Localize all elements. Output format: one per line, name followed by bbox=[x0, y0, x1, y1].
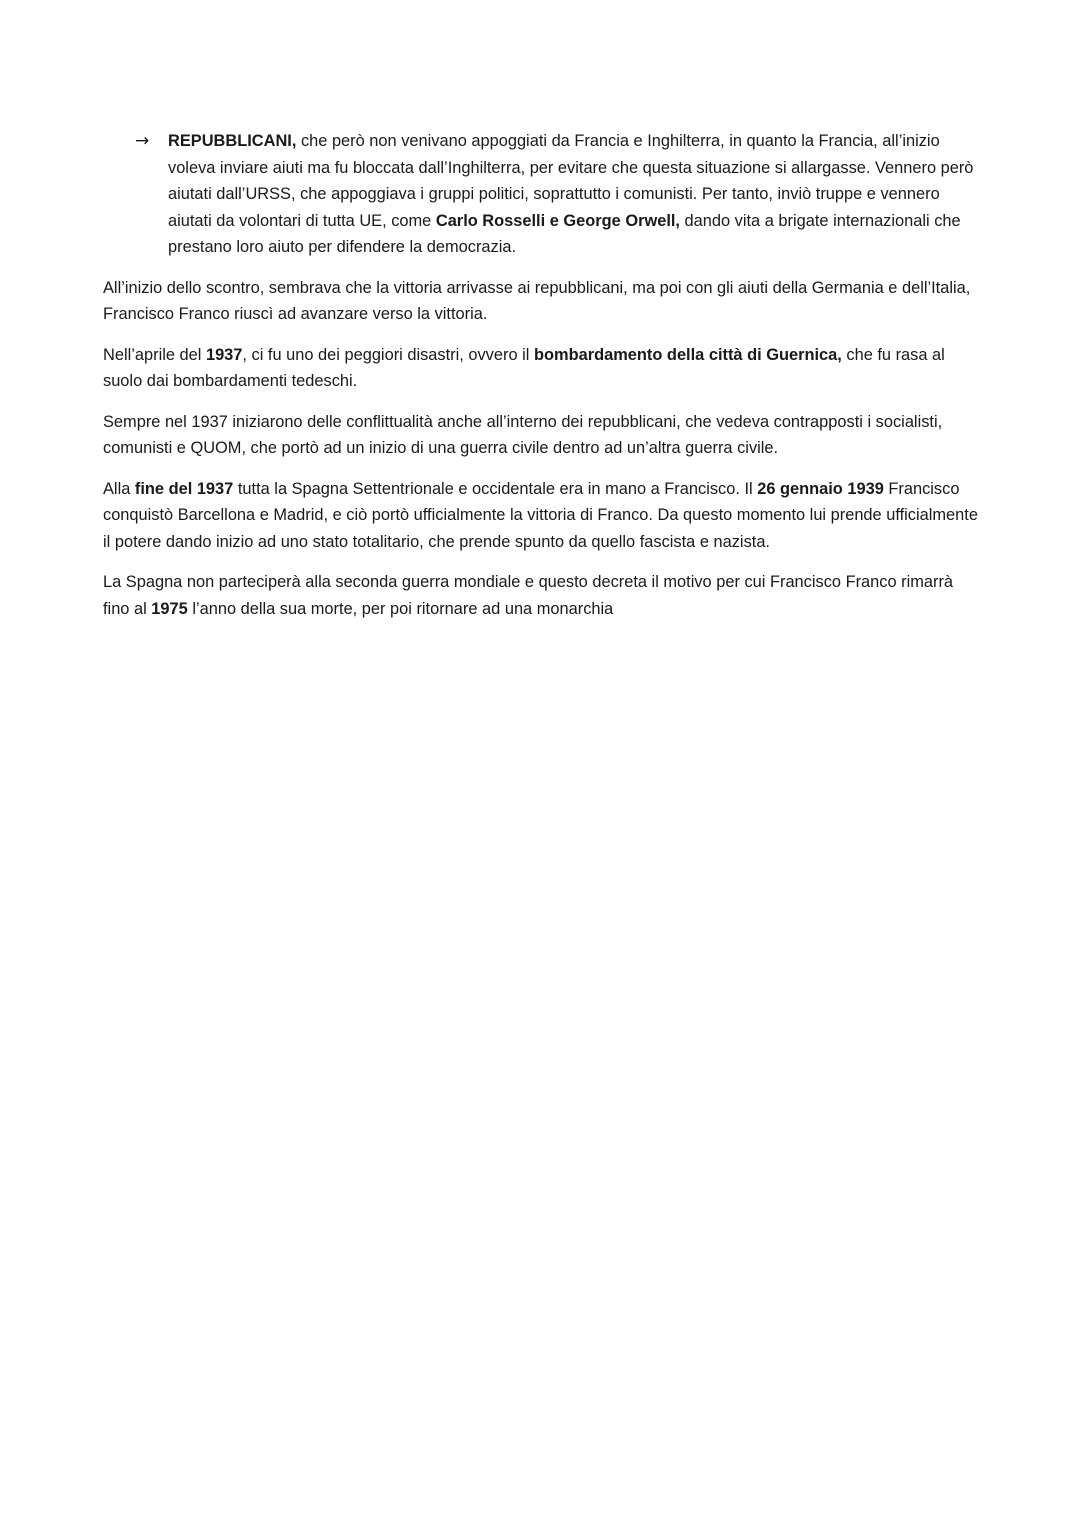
text-run: , ci fu uno dei peggiori disastri, ovvero il bbox=[242, 345, 534, 364]
bold-text: fine del 1937 bbox=[134, 479, 234, 498]
bold-text: Carlo Rosselli e George Orwell, bbox=[435, 211, 680, 230]
text-run: Francisco conquistò Barcellona e Madrid, e ciò portò ufficialmente la vittoria di Franco. Da questo momento lui prende ufficialmente il potere dando inizio ad uno stato totalitario, che prende spunto da quello fascista e nazista. bbox=[103, 479, 978, 551]
bold-text: REPUBBLICANI, bbox=[168, 132, 297, 150]
text-run: Alla bbox=[103, 479, 135, 498]
bold-text: bombardamento della città di Guernica, bbox=[533, 345, 842, 364]
paragraph bbox=[103, 569, 983, 622]
paragraph bbox=[103, 476, 983, 556]
text-run: Sempre nel 1937 iniziarono delle conflittualità anche all’interno dei repubblicani, che vedeva contrapposti i socialisti, comunisti e QUOM, che portò ad un inizio di una guerra civile dentro ad un’altra guerra civile. bbox=[103, 412, 943, 457]
paragraph bbox=[103, 275, 983, 328]
text-run: dando vita a brigate internazionali che prestano loro aiuto per difendere la democrazia. bbox=[168, 211, 961, 256]
bold-text: 1937 bbox=[205, 345, 243, 364]
paragraph bbox=[103, 342, 983, 395]
text-run: tutta la Spagna Settentrionale e occidentale era in mano a Francisco. Il bbox=[233, 479, 758, 498]
bullet-item-repubblicani bbox=[103, 128, 983, 261]
text-run: l’anno della sua morte, per poi ritornare ad una monarchia bbox=[187, 599, 614, 618]
bold-text: 1975 bbox=[151, 599, 188, 618]
text-run: Nell’aprile del bbox=[103, 345, 206, 364]
text-run: All’inizio dello scontro, sembrava che la vittoria arrivasse ai repubblicani, ma poi con gli aiuti della Germania e dell’Italia, Francisco Franco riuscì ad avanzare verso la vittoria. bbox=[103, 278, 971, 323]
text-run: che però non venivano appoggiati da Francia e Inghilterra, in quanto la Francia, all’inizio voleva inviare aiuti ma fu bloccata dall’Inghilterra, per evitare che questa situazione si allargasse. Vennero però aiutati dall’URSS, che appoggiava i gruppi politici, soprattutto i comunisti. Per tanto, inviò truppe e vennero aiutati da volontari di tutta UE, come bbox=[168, 132, 974, 230]
bullet-text bbox=[168, 132, 973, 256]
text-run: che fu rasa al suolo dai bombardamenti tedeschi. bbox=[103, 345, 945, 390]
bold-text: 26 gennaio 1939 bbox=[757, 479, 884, 498]
arrow-right-icon: → bbox=[135, 131, 150, 151]
paragraph bbox=[103, 409, 983, 462]
paragraph-list bbox=[103, 275, 983, 623]
document-body bbox=[103, 128, 983, 636]
text-run: La Spagna non parteciperà alla seconda guerra mondiale e questo decreta il motivo per cui Francisco Franco rimarrà fino al bbox=[103, 573, 954, 618]
